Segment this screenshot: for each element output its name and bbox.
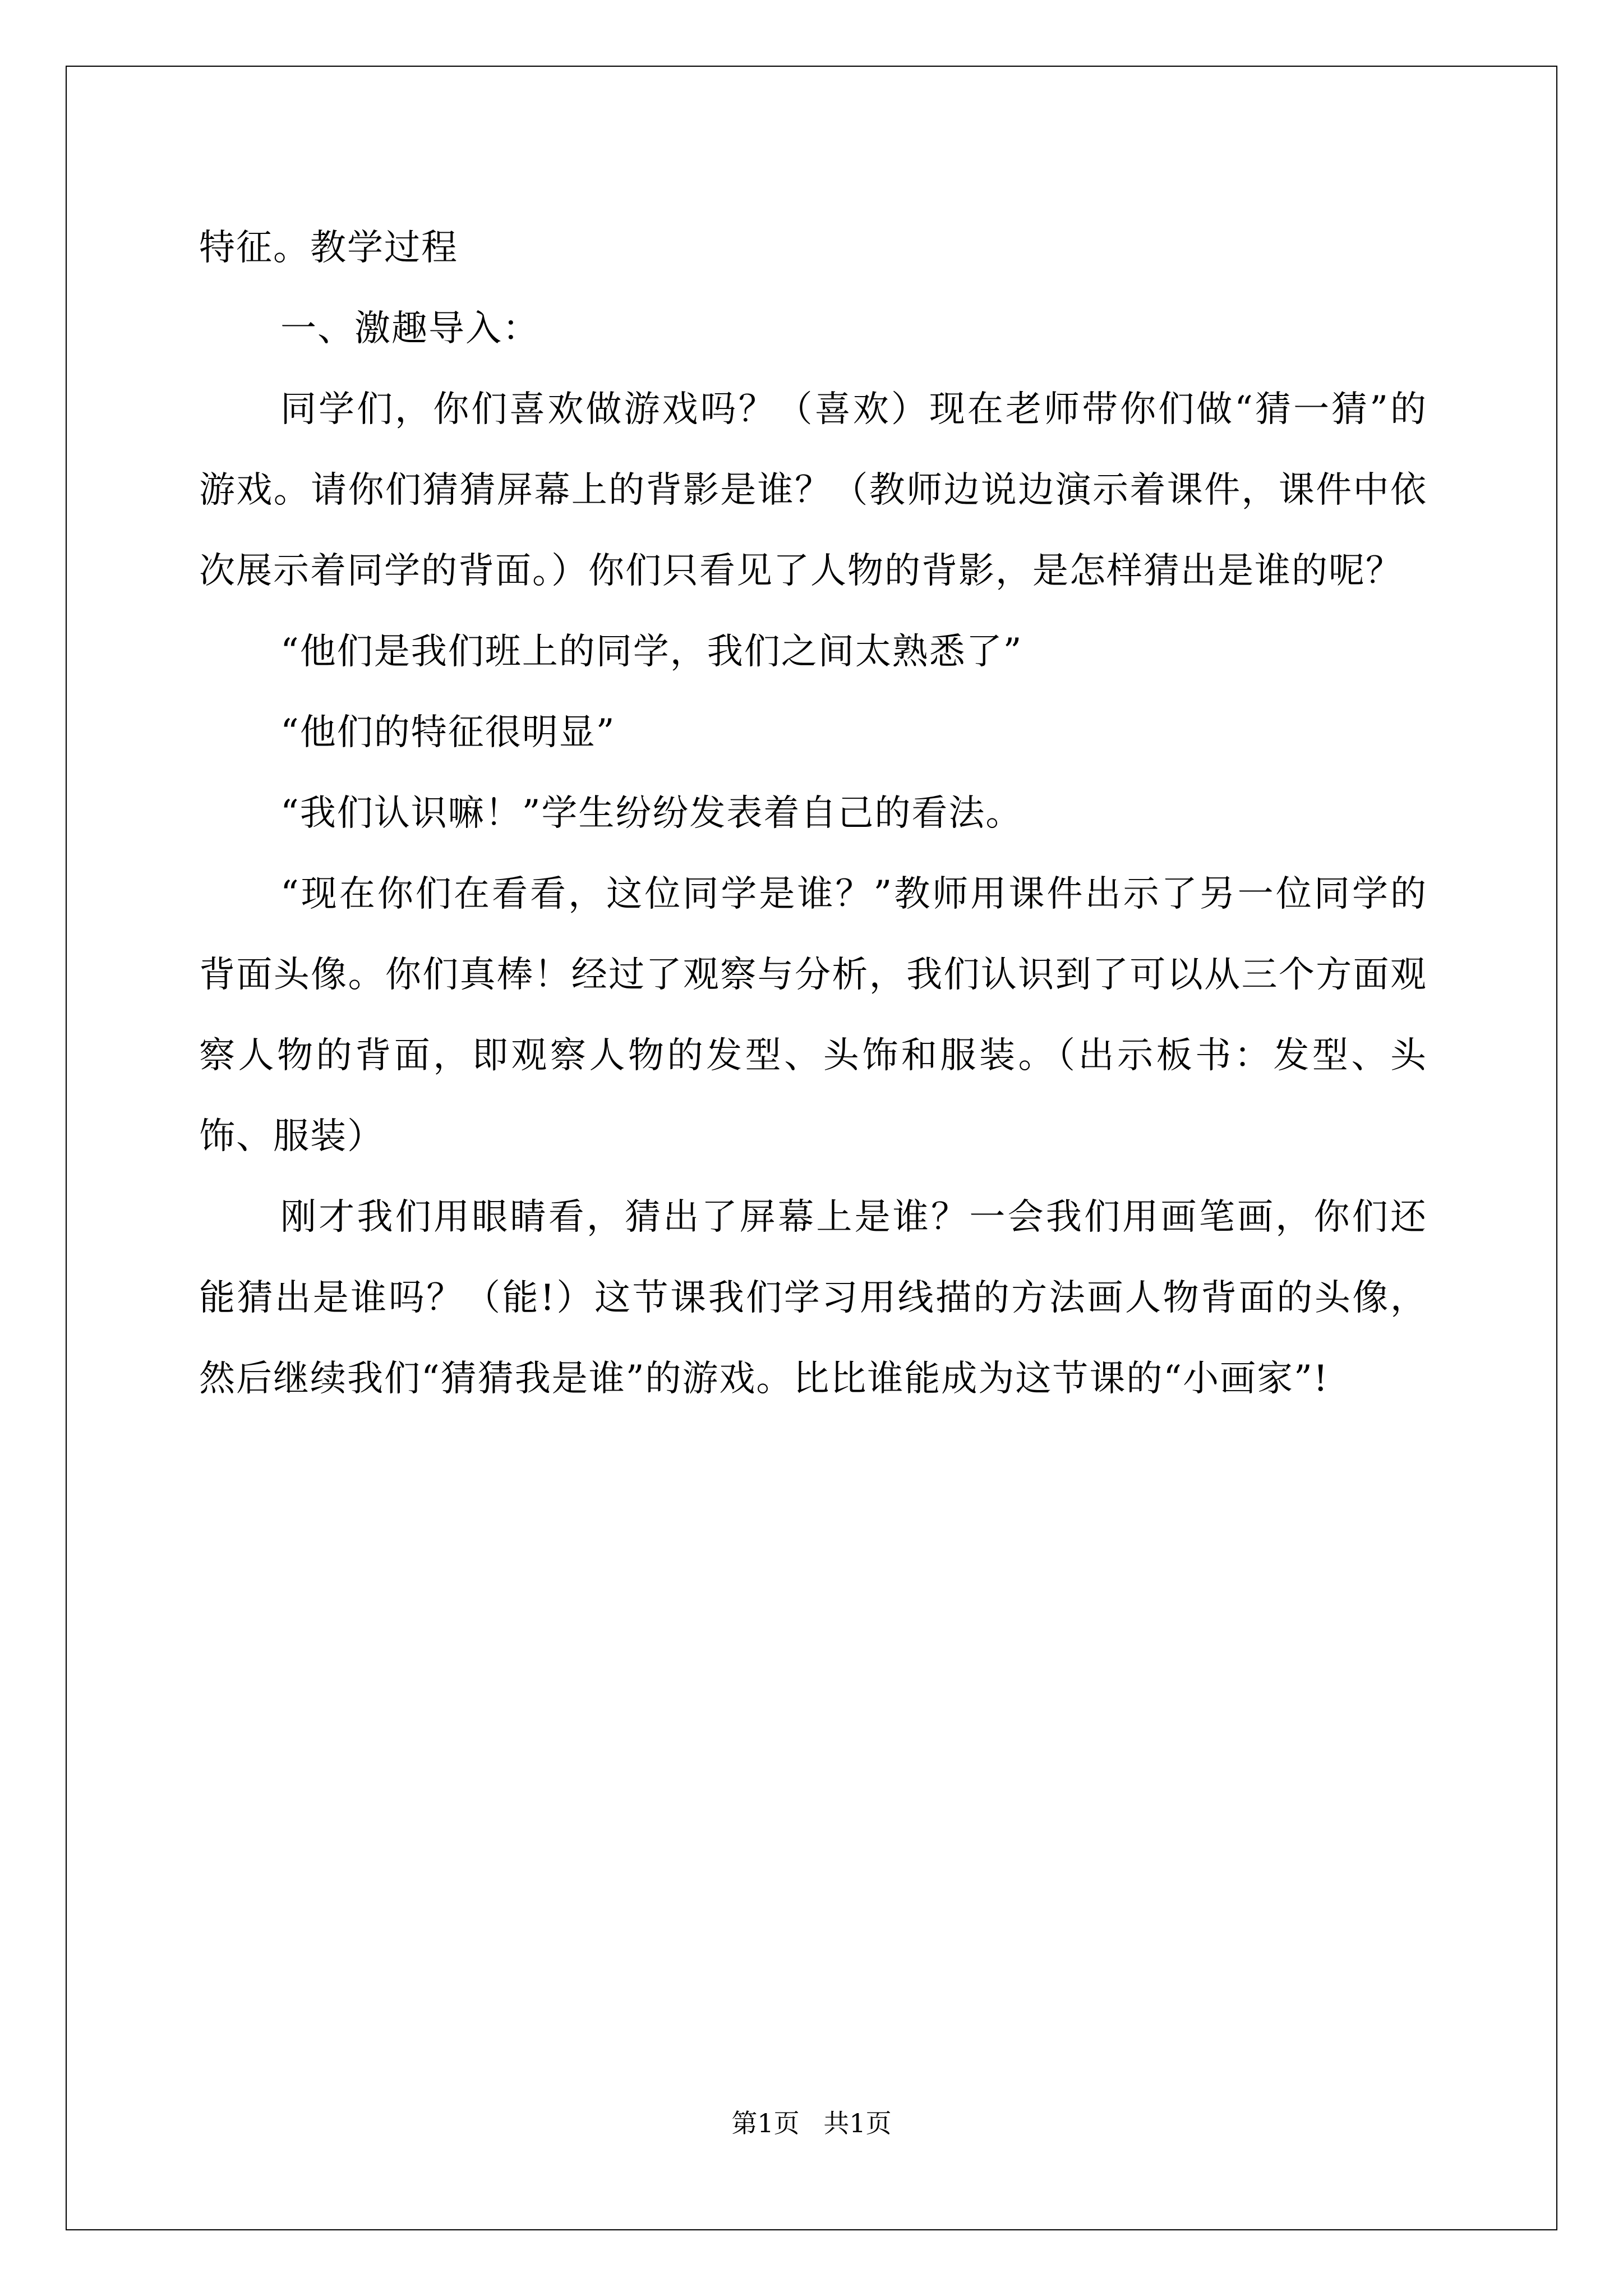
page-footer (0, 2106, 1623, 2140)
paragraph-4: “他们是我们班上的同学，我们之间太熟悉了” (280, 631, 1023, 673)
paragraph-1: 特征。教学过程 (199, 227, 458, 269)
paragraph-2-heading: 一、激趣导入： (280, 308, 540, 349)
paragraph-8: 刚才我们用眼睛看，猜出了屏幕上是谁？一会我们用画笔画，你们还能猜出是谁吗？（能!）这节课我们学习用线描的方法画人物背面的头像，然后继续我们“猜猜我是谁”的游戏。比比谁能成为这节课的“小画家”! (199, 1197, 1427, 1400)
document-body (199, 208, 1427, 1419)
page-number: 第1页 (731, 2108, 800, 2138)
paragraph-7: “现在你们在看看，这位同学是谁？”教师用课件出示了另一位同学的背面头像。你们真棒！经过了观察与分析，我们认识到了可以从三个方面观察人物的背面，即观察人物的发型、头饰和服装。（出示板书：发型、头饰、服装） (199, 873, 1427, 1157)
paragraph-5: “他们的特征很明显” (280, 712, 616, 753)
page-total: 共1页 (823, 2108, 892, 2138)
paragraph-6: “我们认识嘛！”学生纷纷发表着自己的看法。 (280, 793, 1023, 834)
paragraph-3: 同学们，你们喜欢做游戏吗？（喜欢）现在老师带你们做“猜一猜”的游戏。请你们猜猜屏幕上的背影是谁？（教师边说边演示着课件，课件中依次展示着同学的背面。）你们只看见了人物的背影，是怎样猜出是谁的呢？ (199, 389, 1427, 592)
